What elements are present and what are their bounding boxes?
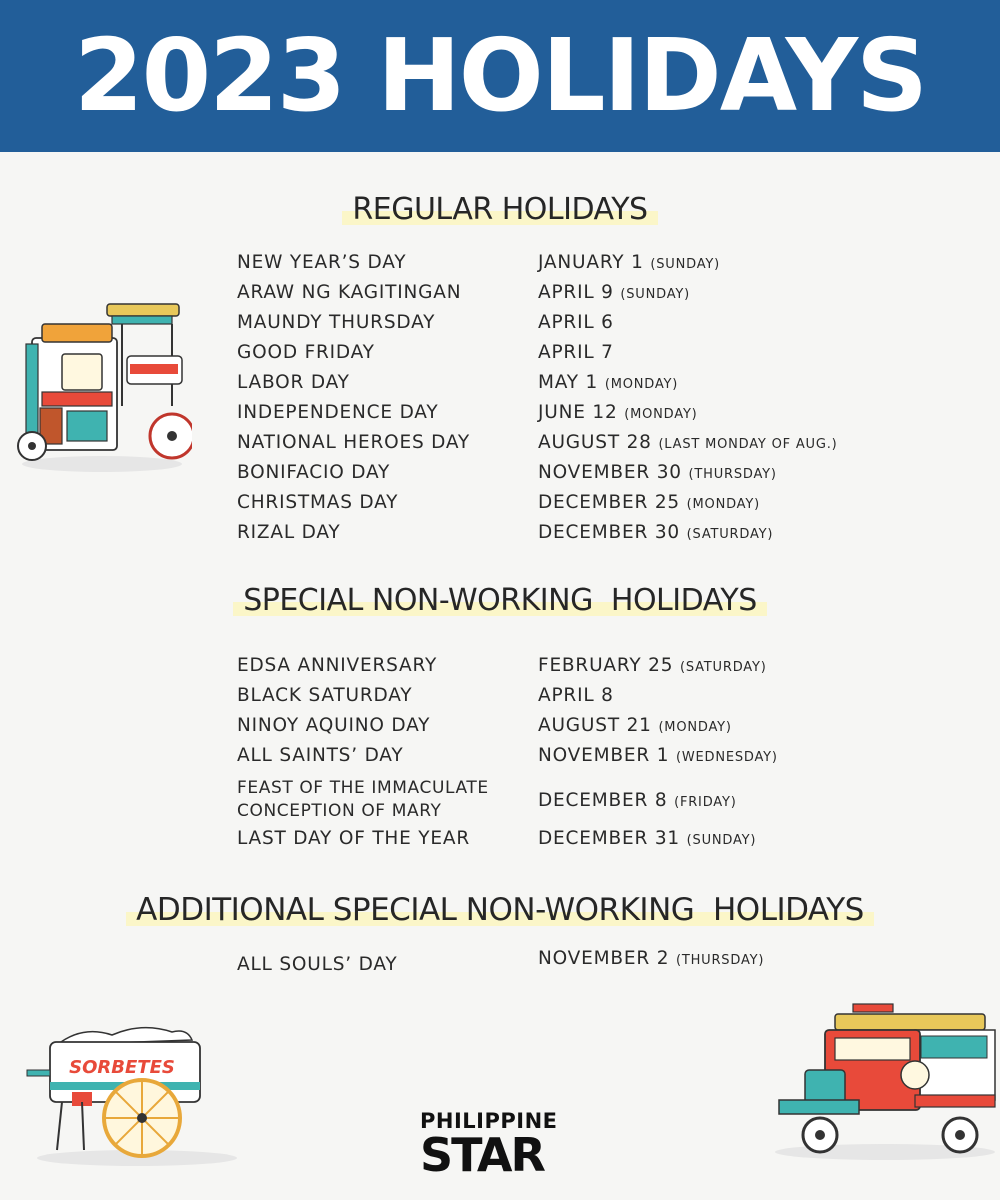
logo-line1: PHILIPPINE [420,1109,558,1133]
holiday-name: NINOY AQUINO DAY [237,715,431,736]
section-title-regular: REGULAR HOLIDAYS [0,192,1000,227]
list-item [0,715,1000,745]
holiday-date: JANUARY 1 (SUNDAY) [538,252,720,273]
holiday-name: RIZAL DAY [237,522,341,543]
holiday-date: APRIL 7 [538,342,614,363]
holiday-name: BLACK SATURDAY [237,685,413,706]
holiday-date: APRIL 6 [538,312,614,333]
holiday-date: MAY 1 (MONDAY) [538,372,679,393]
holiday-date: NOVEMBER 30 (THURSDAY) [538,462,777,483]
cart-sign: SORBETES [69,1057,175,1078]
holiday-date: JUNE 12 (MONDAY) [538,402,698,423]
holiday-name: CHRISTMAS DAY [237,492,399,513]
holiday-date: DECEMBER 31 (SUNDAY) [538,828,757,849]
holiday-name: BONIFACIO DAY [237,462,391,483]
holiday-name: ALL SAINTS’ DAY [237,745,404,766]
holiday-name: NEW YEAR’S DAY [237,252,407,273]
page-title: 2023 HOLIDAYS [73,17,927,134]
holiday-date: APRIL 8 [538,685,614,706]
jeepney-icon [765,1000,1000,1165]
holiday-date: APRIL 9 (SUNDAY) [538,282,691,303]
ice-cream-cart-icon [22,1010,242,1170]
list-item [0,828,1000,858]
holiday-name: LAST DAY OF THE YEAR [237,828,470,849]
list-item [0,685,1000,715]
list-item [0,492,1000,522]
holiday-name: EDSA ANNIVERSARY [237,655,438,676]
list-item [0,522,1000,552]
holiday-name: LABOR DAY [237,372,350,393]
list-item [0,252,1000,282]
holiday-date: DECEMBER 30 (SATURDAY) [538,522,774,543]
holiday-date: AUGUST 28 (LAST MONDAY OF AUG.) [538,432,838,453]
holiday-name: NATIONAL HEROES DAY [237,432,471,453]
holiday-date: FEBRUARY 25 (SATURDAY) [538,655,767,676]
holiday-name: GOOD FRIDAY [237,342,375,363]
holiday-name: INDEPENDENCE DAY [237,402,439,423]
holiday-date: AUGUST 21 (MONDAY) [538,715,732,736]
holiday-date: NOVEMBER 1 (WEDNESDAY) [538,745,778,766]
holiday-name: FEAST OF THE IMMACULATE CONCEPTION OF MARY [237,778,489,821]
title-banner [0,0,1000,152]
holiday-name: MAUNDY THURSDAY [237,312,436,333]
list-item [0,948,1000,978]
holiday-name: ARAW NG KAGITINGAN [237,282,462,303]
logo-line2: STAR [420,1128,544,1182]
list-item [0,745,1000,775]
section-title-special: SPECIAL NON-WORKING HOLIDAYS [0,583,1000,618]
holiday-date: DECEMBER 8 (FRIDAY) [538,790,737,811]
tricycle-icon [12,296,192,476]
holiday-date: NOVEMBER 2 (THURSDAY) [538,948,765,969]
philippine-star-logo [420,1109,580,1182]
list-item [0,777,1000,827]
list-item [0,655,1000,685]
section-title-additional: ADDITIONAL SPECIAL NON-WORKING HOLIDAYS [0,892,1000,928]
holiday-name: ALL SOULS’ DAY [237,954,398,975]
holiday-date: DECEMBER 25 (MONDAY) [538,492,760,513]
